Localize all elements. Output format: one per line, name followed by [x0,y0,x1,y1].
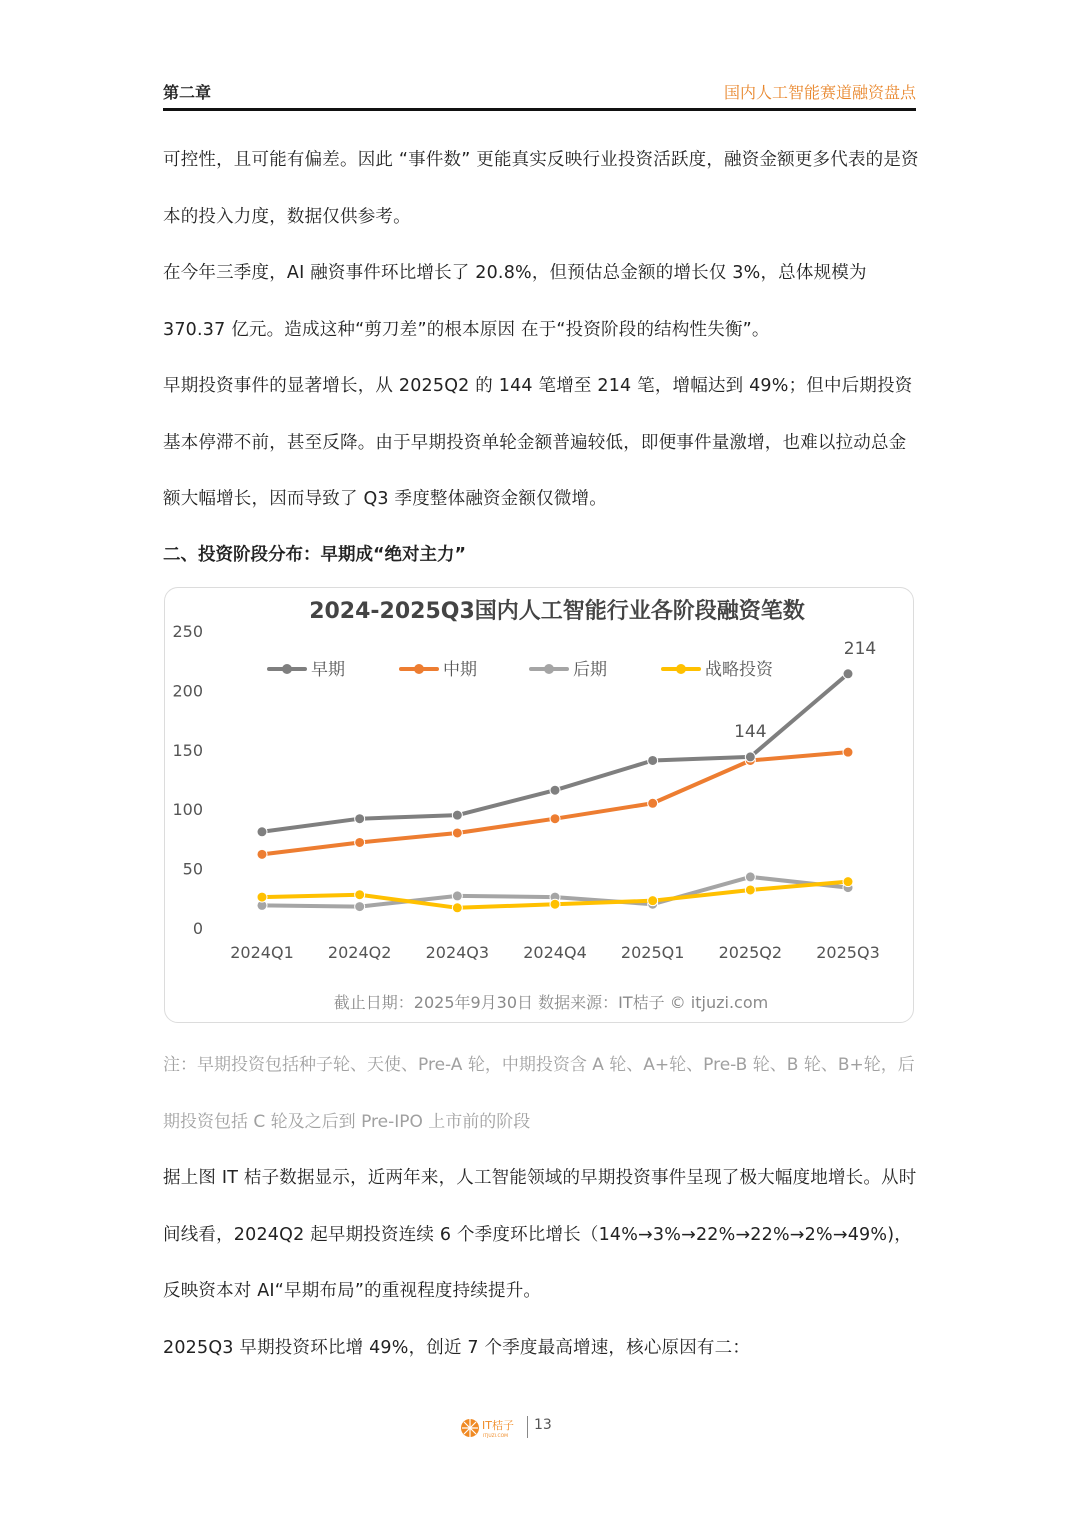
data-point [257,849,267,859]
data-point [550,814,560,824]
legend-label: 后期 [573,660,607,680]
data-point [550,785,560,795]
paragraph-4: 据上图 IT 桔子数据显示，近两年来，人工智能领域的早期投资事件呈现了极大幅度地增长。从时间线看，2024Q2 起早期投资连续 6 个季度环比增长（14%→3%→22%→22%→2%→49%)，反映资本对 AI“早期布局”的重视程度持续提升。 [163,1168,917,1301]
x-tick-label: 2025Q2 [718,943,783,962]
legend-swatch-marker [414,664,424,674]
page-header [163,80,916,106]
chart-source-note: 截止日期：2025年9月30日 数据来源：IT桔子 © itjuzi.com [333,993,769,1012]
paragraph-5: 2025Q3 早期投资环比增 49%，创近 7 个季度最高增速，核心原因有二： [163,1338,751,1358]
itjuzi-logo [460,1417,522,1439]
y-tick-label: 0 [192,919,203,938]
data-labels [734,639,876,742]
data-point [648,755,658,765]
data-label: 214 [843,638,877,659]
paragraph-2: 在今年三季度，AI 融资事件环比增长了 20.8%，但预估总金额的增长仅 3%，总体规模为 370.37 亿元。造成这种“剪刀差”的根本原因 在于“投资阶段的结构性失衡”。 [163,263,867,340]
chart-footnote: 注：早期投资包括种子轮、天使、Pre-A 轮，中期投资含 A 轮、A+轮、Pre-B 轮、B 轮、B+轮，后期投资包括 C 轮及之后到 Pre-IPO 上市前的阶段 [163,1055,915,1132]
y-tick-label: 250 [172,622,203,641]
x-tick-label: 2024Q3 [425,943,490,962]
section-subheading: 二、投资阶段分布：早期成“绝对主力” [163,545,467,565]
data-point [745,872,755,882]
legend-label: 战略投资 [705,660,773,680]
y-tick-label: 150 [172,740,203,760]
data-point [843,669,853,679]
data-point [257,827,267,837]
legend-swatch-marker [544,664,554,674]
data-point [648,896,658,906]
series-line-0 [262,674,848,832]
chart-series-group [257,669,853,913]
x-tick-label: 2024Q2 [327,943,392,962]
series-line-1 [262,752,848,854]
data-point [355,902,365,912]
x-tick-label: 2024Q1 [230,943,294,962]
footer-divider [527,1416,528,1438]
page-number: 13 [534,1417,552,1433]
paragraph-3: 早期投资事件的显著增长，从 2025Q2 的 144 笔增至 214 笔，增幅达到 49%；但中后期投资基本停滞不前，甚至反降。由于早期投资单轮金额普遍较低，即便事件量激增，也难以拉动总金额大幅增长，因而导致了 Q3 季度整体融资金额仅微增。 [163,376,913,509]
chapter-label: 第二章 [163,83,212,102]
data-point [745,752,755,762]
data-label: 144 [734,721,767,742]
y-tick-label: 50 [182,859,203,879]
data-point [452,891,462,901]
data-point [257,892,267,902]
data-point [355,890,365,900]
legend-label: 早期 [311,660,345,680]
y-tick-label: 200 [172,681,203,701]
x-tick-label: 2024Q4 [523,943,587,962]
data-point [452,828,462,838]
paragraph-1: 可控性，且可能有偏差。因此 “事件数” 更能真实反映行业投资活跃度，融资金额更多代表的是资本的投入力度，数据仅供参考。 [163,150,919,227]
logo-text: IT桔子 [482,1419,514,1432]
data-point [843,877,853,887]
line-chart [165,588,913,1022]
y-axis [172,622,203,938]
data-point [648,798,658,808]
data-point [843,747,853,757]
chart-legend [269,659,774,680]
x-axis [230,943,880,962]
data-point [355,814,365,824]
x-tick-label: 2025Q1 [620,943,685,962]
data-point [452,903,462,913]
y-tick-label: 100 [172,800,203,820]
header-divider [163,108,916,111]
data-point [452,810,462,820]
data-point [355,837,365,847]
data-point [550,899,560,909]
legend-swatch-marker [676,664,686,674]
legend-swatch-marker [282,664,292,674]
x-tick-label: 2025Q3 [816,943,880,962]
data-point [745,885,755,895]
legend-label: 中期 [443,660,477,680]
section-title: 国内人工智能赛道融资盘点 [723,83,916,102]
logo-subtext: ITJUZI.COM [483,1434,509,1439]
chart-title: 2024-2025Q3国内人工智能行业各阶段融资笔数 [309,599,805,624]
page-footer [0,1412,1080,1442]
chart-container [164,587,914,1023]
